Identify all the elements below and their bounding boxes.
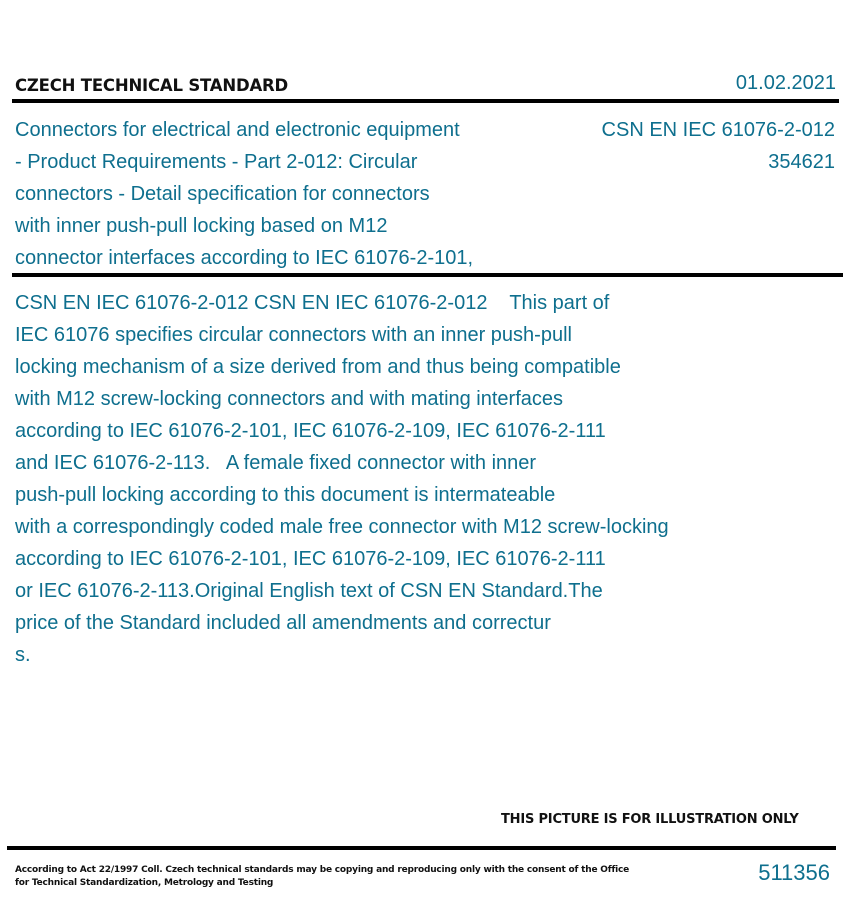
abstract-line: s. (15, 644, 31, 666)
standard-type-heading: CZECH TECHNICAL STANDARD (15, 76, 289, 95)
title-line: connectors - Detail specification for connectors (15, 183, 430, 205)
abstract-line: with a correspondingly coded male free connector with M12 screw-locking (15, 516, 669, 538)
abstract-line: and IEC 61076-2-113. A female fixed connector with inner (15, 452, 537, 474)
title-line: - Product Requirements - Part 2-012: Circular (15, 151, 418, 173)
abstract-line: according to IEC 61076-2-101, IEC 61076-2-109, IEC 61076-2-111 (15, 548, 606, 570)
abstract-line: price of the Standard included all amendments and correctur (15, 612, 551, 634)
title-divider (12, 273, 843, 277)
title-line: with inner push-pull locking based on M12 (15, 215, 388, 237)
footer-divider (7, 846, 836, 850)
abstract-line: IEC 61076 specifies circular connectors with an inner push-pull (15, 324, 572, 346)
abstract-line: push-pull locking according to this document is intermateable (15, 484, 556, 506)
illustration-disclaimer: THIS PICTURE IS FOR ILLUSTRATION ONLY (501, 812, 799, 827)
legal-line: for Technical Standardization, Metrology and Testing (15, 878, 274, 888)
legal-line: According to Act 22/1997 Coll. Czech technical standards may be copying and reproducing only with the consent of the Office (15, 865, 630, 875)
title-line: Connectors for electrical and electronic equipment (15, 119, 460, 141)
abstract-line: locking mechanism of a size derived from and thus being compatible (15, 356, 621, 378)
standard-identifiers (602, 114, 835, 178)
standard-title (15, 114, 535, 274)
legal-notice (15, 864, 630, 890)
header-divider (12, 99, 839, 103)
standard-abstract (15, 287, 735, 671)
title-line: connector interfaces according to IEC 61076-2-101, (15, 247, 474, 269)
abstract-line: according to IEC 61076-2-101, IEC 61076-2-109, IEC 61076-2-111 (15, 420, 606, 442)
document-number: 511356 (758, 860, 830, 885)
catalog-number: 354621 (768, 151, 835, 173)
standard-code: CSN EN IEC 61076-2-012 (601, 119, 835, 141)
abstract-line: CSN EN IEC 61076-2-012 CSN EN IEC 61076-2-012 This part of (15, 292, 610, 314)
abstract-line: or IEC 61076-2-113.Original English text of CSN EN Standard.The (15, 580, 603, 602)
abstract-line: with M12 screw-locking connectors and with mating interfaces (15, 388, 564, 410)
publication-date: 01.02.2021 (735, 72, 836, 94)
